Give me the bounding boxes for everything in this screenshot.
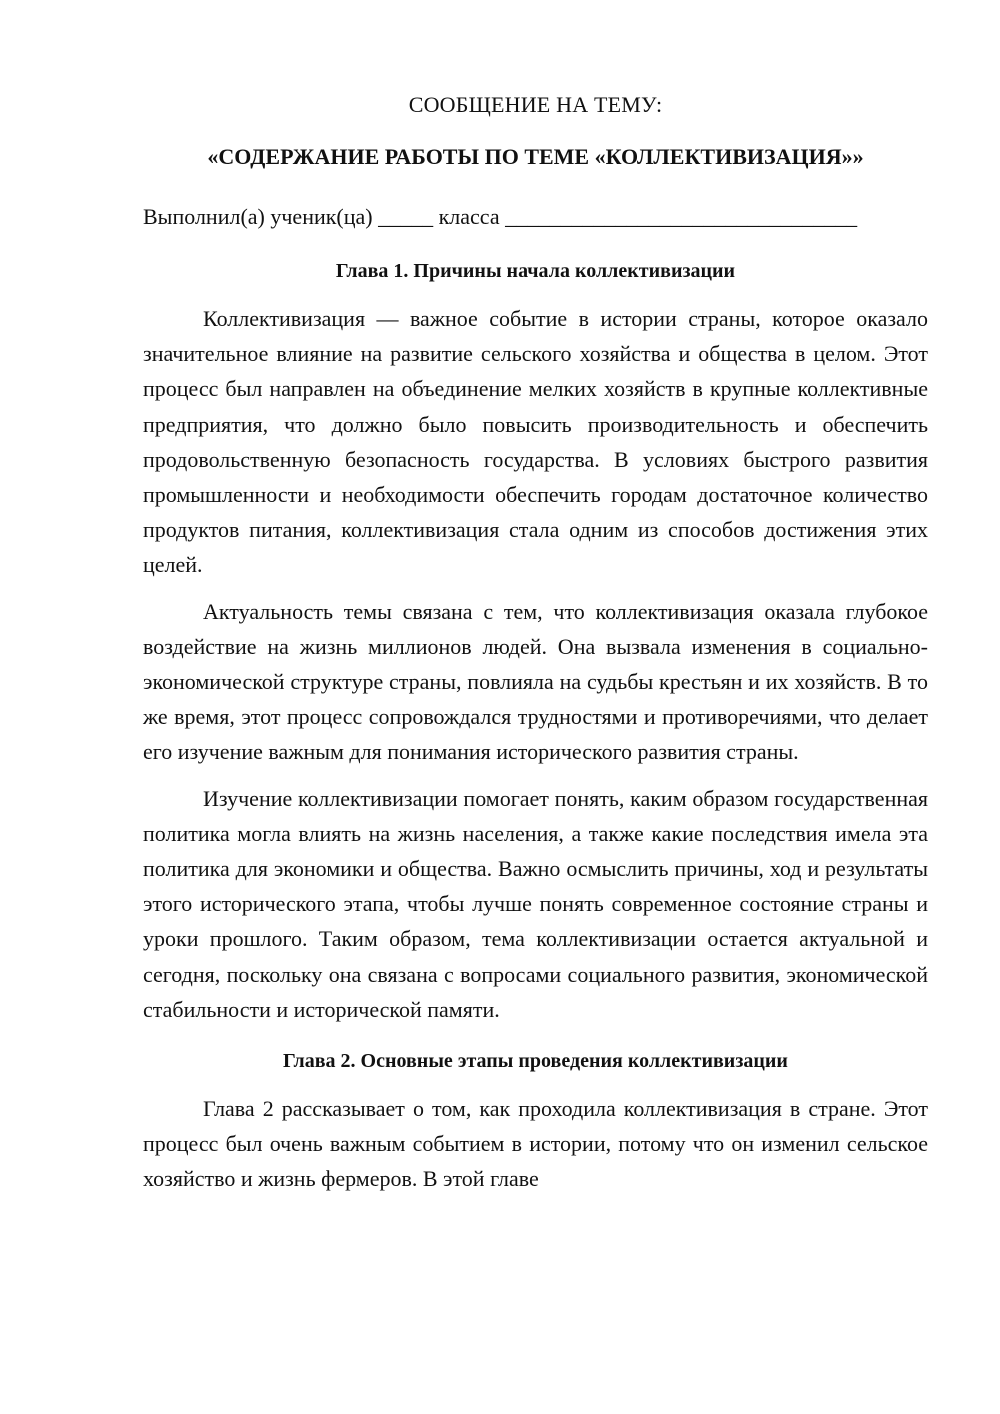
document-page (143, 90, 928, 1197)
chapter-1-paragraph-1: Коллективизация — важное событие в истории страны, которое оказало значительное влияние на развитие сельского хозяйства и общества в целом. Этот процесс был направлен на объединение мелких хозяйств в крупные коллективные предприятия, что должно было повысить производительность и обеспечить продовольственную безопасность государства. В условиях быстрого развития промышленности и необходимости обеспечить городам достаточное количество продуктов питания, коллективизация стала одним из способов достижения этих целей. (143, 306, 928, 578)
chapter-1-heading: Глава 1. Причины начала коллективизации (335, 260, 736, 282)
chapter-2-heading: Глава 2. Основные этапы проведения коллективизации (283, 1050, 788, 1073)
chapter-2-paragraph-1: Глава 2 рассказывает о том, как проходила коллективизация в стране. Этот процесс был очень важным событием в истории, потому что он изменил сельское хозяйство и жизнь фермеров. В этой главе (143, 1096, 928, 1192)
author-line: Выполнил(а) ученик(ца) _____ класса ________________________________ (143, 204, 858, 229)
title-line-1: СООБЩЕНИЕ НА ТЕМУ: (408, 92, 663, 117)
chapter-1-paragraph-3: Изучение коллективизации помогает понять, каким образом государственная политика могла влиять на жизнь населения, а также какие последствия имела эта политика для экономики и общества. Важно осмыслить причины, ход и результаты этого исторического этапа, чтобы лучше понять современное состояние страны и уроки прошлого. Таким образом, тема коллективизации остается актуальной и сегодня, поскольку она связана с вопросами социального развития, экономической стабильности и исторической памяти. (143, 785, 928, 1022)
title-line-2: «СОДЕРЖАНИЕ РАБОТЫ ПО ТЕМЕ «КОЛЛЕКТИВИЗАЦИЯ»» (207, 144, 864, 169)
chapter-1-paragraph-2: Актуальность темы связана с тем, что коллективизация оказала глубокое воздействие на жизнь миллионов людей. Она вызвала изменения в социально-экономической структуре страны, повлияла на судьбы крестьян и их хозяйств. В то же время, этот процесс сопровождался трудностями и противоречиями, что делает его изучение важным для понимания исторического развития страны. (143, 598, 928, 765)
